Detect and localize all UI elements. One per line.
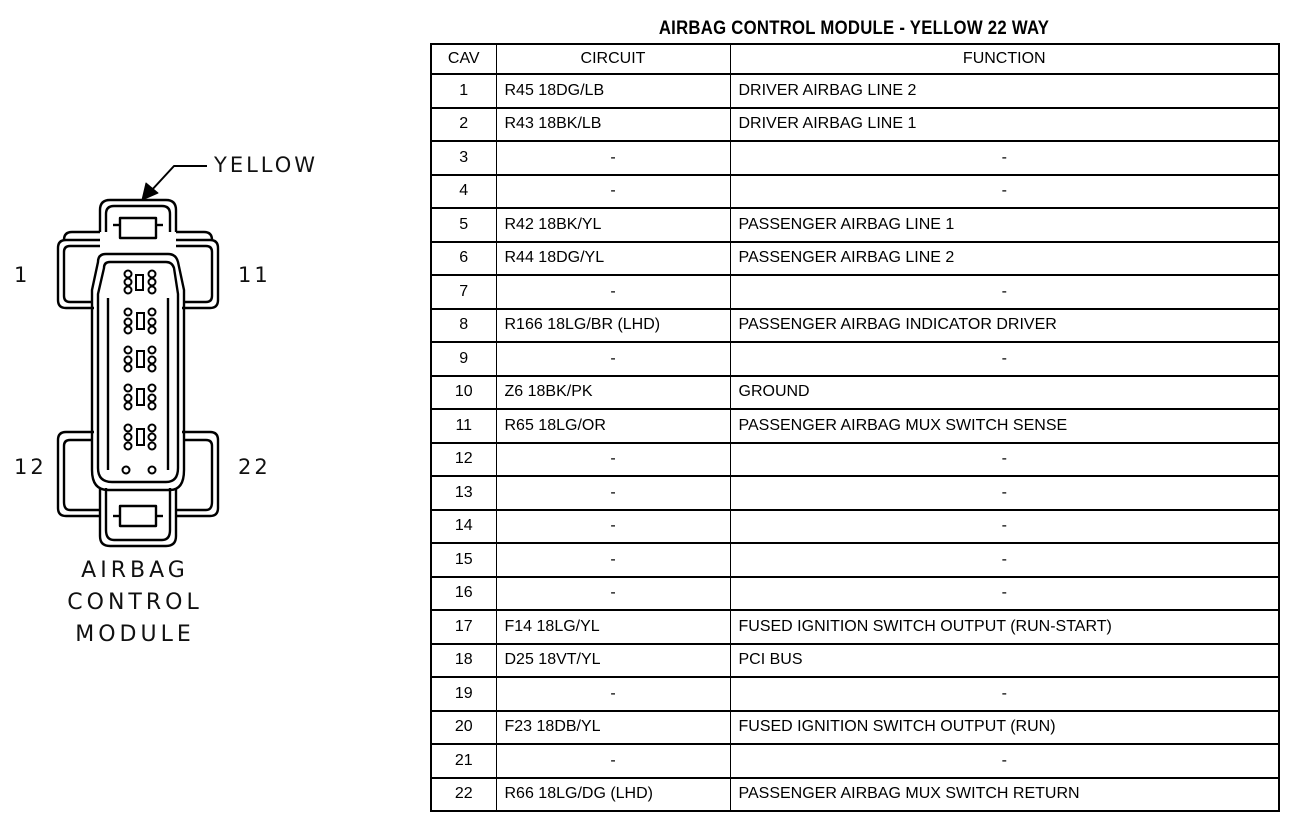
- connector-diagram: [0, 0, 420, 816]
- cell-function: PASSENGER AIRBAG LINE 1: [730, 208, 1279, 242]
- cell-cav: 16: [431, 577, 496, 611]
- table-row: [431, 74, 1279, 108]
- cell-cav: 8: [431, 309, 496, 343]
- pin-label-11: 11: [238, 263, 271, 287]
- table-row: [431, 309, 1279, 343]
- table-row: [431, 510, 1279, 544]
- cell-circuit: -: [496, 510, 730, 544]
- cell-function: PASSENGER AIRBAG LINE 2: [730, 242, 1279, 276]
- upper-left-ear: [58, 232, 100, 308]
- cell-cav: 12: [431, 443, 496, 477]
- table-row: [431, 409, 1279, 443]
- cell-cav: 14: [431, 510, 496, 544]
- cell-circuit: R44 18DG/YL: [496, 242, 730, 276]
- cell-function: DRIVER AIRBAG LINE 2: [730, 74, 1279, 108]
- cell-function: -: [730, 175, 1279, 209]
- table-row: [431, 141, 1279, 175]
- table-row: [431, 577, 1279, 611]
- cell-function: -: [730, 744, 1279, 778]
- top-latch: [100, 200, 176, 238]
- pinout-table: [430, 43, 1280, 812]
- cell-function: -: [730, 141, 1279, 175]
- cell-function: PASSENGER AIRBAG MUX SWITCH RETURN: [730, 778, 1279, 812]
- header-function: FUNCTION: [730, 44, 1279, 74]
- table-row: [431, 778, 1279, 812]
- table-row: [431, 242, 1279, 276]
- connector-drawing: [0, 0, 420, 816]
- module-name-line-1: AIRBAG: [81, 558, 189, 583]
- cell-circuit: Z6 18BK/PK: [496, 376, 730, 410]
- cell-cav: 13: [431, 476, 496, 510]
- cell-function: GROUND: [730, 376, 1279, 410]
- cell-circuit: -: [496, 744, 730, 778]
- cell-function: DRIVER AIRBAG LINE 1: [730, 108, 1279, 142]
- cell-circuit: R43 18BK/LB: [496, 108, 730, 142]
- table-title: AIRBAG CONTROL MODULE - YELLOW 22 WAY: [658, 18, 1050, 39]
- bottom-latch: [100, 488, 176, 546]
- cell-cav: 21: [431, 744, 496, 778]
- table-row: [431, 275, 1279, 309]
- cell-circuit: D25 18VT/YL: [496, 644, 730, 678]
- table-body: [431, 74, 1279, 811]
- cell-function: -: [730, 342, 1279, 376]
- pin-label-22: 22: [238, 455, 271, 479]
- cell-function: -: [730, 510, 1279, 544]
- cell-circuit: -: [496, 577, 730, 611]
- lower-left-ear: [58, 432, 100, 516]
- cell-circuit: F23 18DB/YL: [496, 711, 730, 745]
- cell-cav: 9: [431, 342, 496, 376]
- table-row: [431, 744, 1279, 778]
- cell-circuit: -: [496, 175, 730, 209]
- connector-body-inner: [98, 262, 178, 482]
- cell-circuit: R42 18BK/YL: [496, 208, 730, 242]
- cell-cav: 22: [431, 778, 496, 812]
- cell-cav: 3: [431, 141, 496, 175]
- cell-circuit: F14 18LG/YL: [496, 610, 730, 644]
- cell-function: PCI BUS: [730, 644, 1279, 678]
- header-circuit: CIRCUIT: [496, 44, 730, 74]
- table-row: [431, 443, 1279, 477]
- cell-function: -: [730, 577, 1279, 611]
- module-name-line-3: MODULE: [75, 622, 195, 647]
- table-row: [431, 376, 1279, 410]
- table-row: [431, 677, 1279, 711]
- cell-function: -: [730, 677, 1279, 711]
- cell-cav: 4: [431, 175, 496, 209]
- cell-function: -: [730, 275, 1279, 309]
- cell-cav: 6: [431, 242, 496, 276]
- cavity-array: [123, 271, 156, 474]
- cell-cav: 11: [431, 409, 496, 443]
- module-name-line-2: CONTROL: [67, 590, 203, 615]
- table-row: [431, 644, 1279, 678]
- cell-cav: 20: [431, 711, 496, 745]
- cell-function: PASSENGER AIRBAG MUX SWITCH SENSE: [730, 409, 1279, 443]
- table-row: [431, 342, 1279, 376]
- module-name: [30, 555, 240, 651]
- cell-cav: 10: [431, 376, 496, 410]
- table-row: [431, 610, 1279, 644]
- cell-circuit: -: [496, 443, 730, 477]
- pin-label-12: 12: [14, 455, 47, 479]
- cell-cav: 17: [431, 610, 496, 644]
- cell-cav: 15: [431, 543, 496, 577]
- cell-circuit: R45 18DG/LB: [496, 74, 730, 108]
- table-header-row: [431, 44, 1279, 74]
- upper-right-ear: [176, 232, 218, 308]
- cell-circuit: R65 18LG/OR: [496, 409, 730, 443]
- cell-function: -: [730, 543, 1279, 577]
- cell-function: PASSENGER AIRBAG INDICATOR DRIVER: [730, 309, 1279, 343]
- cell-circuit: -: [496, 476, 730, 510]
- table-row: [431, 476, 1279, 510]
- table-row: [431, 711, 1279, 745]
- callout-leader-line: [150, 166, 207, 192]
- header-cav: CAV: [431, 44, 496, 74]
- color-callout-label: YELLOW: [214, 153, 319, 177]
- cell-circuit: -: [496, 342, 730, 376]
- pin-label-1: 1: [14, 263, 31, 287]
- cell-circuit: R66 18LG/DG (LHD): [496, 778, 730, 812]
- cell-function: -: [730, 476, 1279, 510]
- table-row: [431, 175, 1279, 209]
- cell-function: FUSED IGNITION SWITCH OUTPUT (RUN): [730, 711, 1279, 745]
- table-row: [431, 208, 1279, 242]
- cell-circuit: -: [496, 275, 730, 309]
- cell-circuit: R166 18LG/BR (LHD): [496, 309, 730, 343]
- lower-right-ear: [176, 432, 218, 516]
- table-row: [431, 543, 1279, 577]
- cell-cav: 18: [431, 644, 496, 678]
- cell-cav: 5: [431, 208, 496, 242]
- cell-function: -: [730, 443, 1279, 477]
- cell-cav: 1: [431, 74, 496, 108]
- cell-cav: 2: [431, 108, 496, 142]
- cell-circuit: -: [496, 543, 730, 577]
- cell-cav: 19: [431, 677, 496, 711]
- cell-circuit: -: [496, 677, 730, 711]
- cell-circuit: -: [496, 141, 730, 175]
- cell-function: FUSED IGNITION SWITCH OUTPUT (RUN-START): [730, 610, 1279, 644]
- cell-cav: 7: [431, 275, 496, 309]
- table-row: [431, 108, 1279, 142]
